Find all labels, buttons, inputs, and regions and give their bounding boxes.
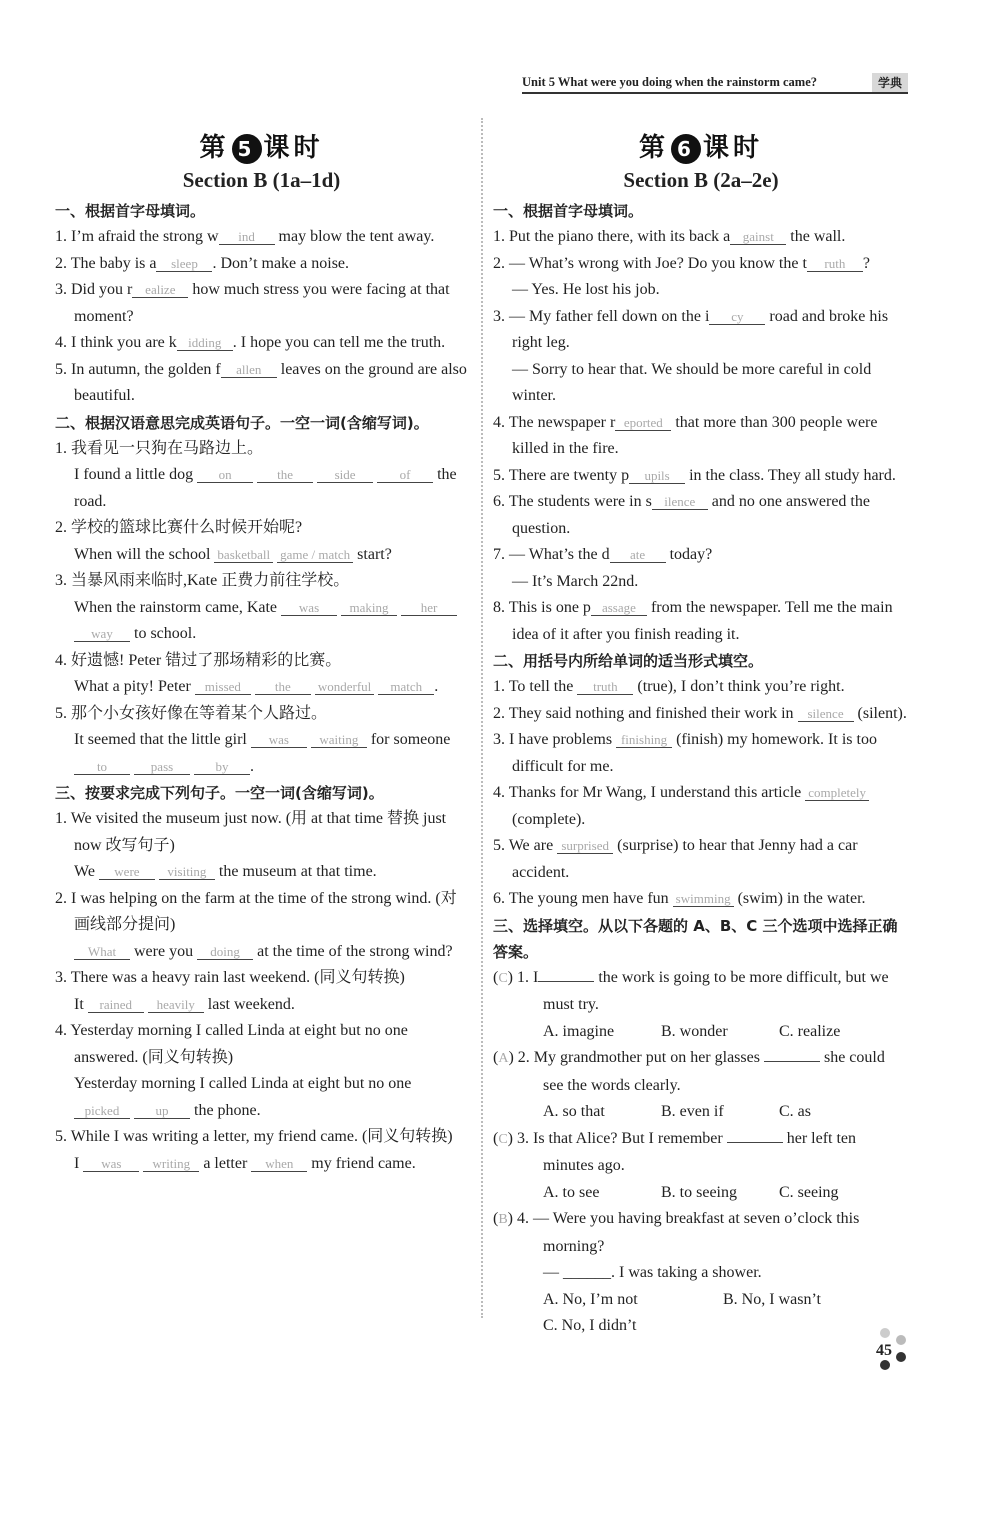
part-title: 二、用括号内所给单词的适当形式填空。 xyxy=(493,652,764,670)
answer-blank xyxy=(764,1061,820,1062)
answer-blank xyxy=(727,1142,783,1143)
question-prompt: 4. 好遗憾! Peter 错过了那场精彩的比赛。 xyxy=(55,651,342,669)
answer-blank: visiting xyxy=(159,864,215,880)
question-prompt: 3. 当暴风雨来临时,Kate 正费力前往学校。 xyxy=(55,572,350,589)
lesson-heading xyxy=(493,130,909,166)
mc-question: (C) 3. Is that Alice? But I remember her left ten minutes ago. xyxy=(493,1129,857,1174)
question-item: 6. The young men have fun swimming (swim) in the water. xyxy=(493,890,866,907)
question-item: 1. I’m afraid the strong w ind may blow the tent away. xyxy=(55,228,435,245)
mc-options: A. No, I’m not B. No, I wasn’t C. No, I didn’t xyxy=(543,1290,821,1334)
column-divider xyxy=(481,118,483,1318)
answer-blank: up xyxy=(134,1103,190,1119)
answer-blank: ealize xyxy=(132,282,188,298)
answer-blank: the xyxy=(255,679,311,695)
answer-line: When the rainstorm came, Kate was making her way to school. xyxy=(55,595,468,648)
question-prompt: 5. While I was writing a letter, my friend came. (同义句转换) xyxy=(55,1128,453,1145)
dialog-reply: — Sorry to hear that. We should be more careful in cold winter. xyxy=(512,360,872,404)
answer-blank: ruth xyxy=(807,256,863,272)
question-prompt: 2. I was helping on the farm at the time of the strong wind. (对画线部分提问) xyxy=(55,889,457,933)
hexagon-decoration-icon xyxy=(896,1352,906,1362)
part-title: 三、选择填空。从以下各题的 A、B、C 三个选项中选择正确答案。 xyxy=(493,916,898,961)
brand-logo: 学典 xyxy=(872,73,908,92)
answer-blank: basketball xyxy=(214,547,273,563)
question-item: 7. — What’s the d ate today? xyxy=(493,546,713,563)
answer-blank: on xyxy=(197,467,253,483)
question-item: 5. There are twenty p upils in the class. They all study hard. xyxy=(493,466,896,484)
question-item: 4. I think you are k idding . I hope you can tell me the truth. xyxy=(55,334,446,351)
question-item: 4. The newspaper r eported that more than 300 people were killed in the fire. xyxy=(493,413,878,457)
part-title: 二、根据汉语意思完成英语句子。一空一词(含缩写词)。 xyxy=(55,413,429,432)
answer-blank: heavily xyxy=(148,997,204,1013)
hexagon-decoration-icon xyxy=(880,1328,890,1338)
page-header xyxy=(522,72,908,94)
answer-line: I found a little dog on the side of the road. xyxy=(74,466,457,510)
question-item: 3. — My father fell down on the i cy road and broke his right leg. xyxy=(493,307,889,351)
answer-line: I was writing a letter when my friend came. xyxy=(74,1154,416,1172)
answer-blank: allen xyxy=(221,362,277,378)
question-item: 5. We are surprised (surprise) to hear that Jenny had a car accident. xyxy=(493,837,858,881)
mc-answer: B xyxy=(498,1212,508,1227)
question-item: 5. In autumn, the golden f allen leaves on the ground are also beautiful. xyxy=(55,360,467,404)
mc-question: (C) 1. I the work is going to be more difficult, but we must try. xyxy=(493,968,889,1013)
mc-options: A. to see B. to seeing C. seeing xyxy=(543,1183,839,1201)
answer-blank: match xyxy=(378,679,434,695)
question-item: 2. The baby is a sleep . Don’t make a noise. xyxy=(55,254,350,272)
question-item: 1. Put the piano there, with its back a gainst the wall. xyxy=(493,228,846,245)
mc-question: (B) 4. — Were you having breakfast at seven o’clock this morning? xyxy=(493,1210,860,1255)
question-item: 3. Did you r ealize how much stress you were facing at that moment? xyxy=(55,281,450,325)
mc-answer: A xyxy=(498,1051,509,1066)
unit-title: Unit 5 What were you doing when the rainstorm came? xyxy=(522,74,818,89)
answer-blank: way xyxy=(74,626,130,642)
answer-blank: missed xyxy=(195,679,251,695)
answer-blank: cy xyxy=(709,309,765,325)
answer-blank xyxy=(538,981,594,982)
answer-blank: wonderful xyxy=(315,679,374,695)
answer-blank: was xyxy=(281,600,337,616)
part-title: 一、根据首字母填词。 xyxy=(493,202,644,220)
answer-blank: when xyxy=(251,1156,307,1172)
section-title: Section B (1a–1d) xyxy=(182,168,341,192)
lesson-number: 6 xyxy=(671,134,701,164)
answer-blank: ate xyxy=(610,547,666,563)
part-title: 三、按要求完成下列句子。一空一词(含缩写词)。 xyxy=(55,784,384,802)
question-prompt: 3. There was a heavy rain last weekend. (同义句转换) xyxy=(55,969,405,986)
question-prompt: 1. We visited the museum just now. (用 at that time 替换 just now 改写句子) xyxy=(55,810,447,854)
answer-blank: pass xyxy=(134,759,190,775)
answer-blank: completely xyxy=(805,785,869,801)
answer-blank: game / match xyxy=(277,547,353,563)
answer-blank: of xyxy=(377,467,433,483)
question-prompt: 4. Yesterday morning I called Linda at eight but no one answered. (同义句转换) xyxy=(55,1022,408,1066)
answer-line: It rained heavily last weekend. xyxy=(74,995,295,1013)
answer-blank: rained xyxy=(88,997,144,1013)
mc-answer: C xyxy=(498,970,508,986)
answer-blank: was xyxy=(83,1156,139,1172)
mc-options: A. imagine B. wonder C. realize xyxy=(543,1022,841,1040)
mc-answer: C xyxy=(498,1131,508,1147)
mc-options: A. so that B. even if C. as xyxy=(543,1103,811,1120)
lesson-title: 第 5 课时 xyxy=(199,133,324,163)
answer-blank: gainst xyxy=(730,229,786,245)
dialog-reply: — It’s March 22nd. xyxy=(512,572,639,590)
answer-blank: finishing xyxy=(616,732,672,748)
question-prompt: 2. 学校的篮球比赛什么时候开始呢? xyxy=(55,519,303,536)
question-item: 1. To tell the truth (true), I don’t think you’re right. xyxy=(493,678,845,695)
answer-blank: the xyxy=(257,467,313,483)
answer-line: It seemed that the little girl was waiting for someone to pass by . xyxy=(74,731,451,775)
question-item: 3. I have problems finishing (finish) my homework. It is too difficult for me. xyxy=(493,731,877,775)
answer-blank: ind xyxy=(219,229,275,245)
right-column xyxy=(493,130,909,1340)
answer-blank: by xyxy=(194,759,250,775)
answer-blank: What xyxy=(74,944,130,960)
question-item: 2. They said nothing and finished their work in silence (silent). xyxy=(493,704,907,722)
answer-blank: writing xyxy=(143,1156,199,1172)
mc-question: (A) 2. My grandmother put on her glasses she could see the words clearly. xyxy=(493,1049,885,1094)
dialog-reply: — ______. I was taking a shower. xyxy=(543,1264,762,1281)
question-prompt: 5. 那个小女孩好像在等着某个人路过。 xyxy=(55,704,328,722)
question-item: 4. Thanks for Mr Wang, I understand this article completely (complete). xyxy=(493,780,909,833)
answer-blank: her xyxy=(401,600,457,616)
section-title: Section B (2a–2e) xyxy=(623,168,779,192)
answer-blank: doing xyxy=(197,944,253,960)
answer-blank: sleep xyxy=(156,256,212,272)
question-item: 8. This is one p assage from the newspaper. Tell me the main idea of it after you finish reading it. xyxy=(493,599,893,643)
page-number: 45 xyxy=(876,1342,892,1359)
answer-blank: eported xyxy=(615,415,671,431)
answer-line: What a pity! Peter missed the wonderful match . xyxy=(74,678,439,695)
left-column xyxy=(55,130,468,1177)
answer-blank: side xyxy=(317,467,373,483)
answer-blank: truth xyxy=(577,679,633,695)
answer-blank: was xyxy=(251,732,307,748)
question-item: 2. — What’s wrong with Joe? Do you know the t ruth ? xyxy=(493,254,870,272)
answer-blank: picked xyxy=(74,1103,130,1119)
answer-blank: silence xyxy=(798,706,854,722)
answer-line: What were you doing at the time of the strong wind? xyxy=(55,939,468,966)
hexagon-decoration-icon xyxy=(880,1360,890,1370)
answer-blank: idding xyxy=(177,335,233,351)
answer-line: We were visiting the museum at that time. xyxy=(74,863,377,880)
answer-blank: were xyxy=(99,864,155,880)
answer-blank: making xyxy=(341,600,397,616)
lesson-title: 第 6 课时 xyxy=(638,133,764,163)
lesson-number: 5 xyxy=(232,134,262,164)
question-item: 6. The students were in s ilence and no one answered the question. xyxy=(493,493,870,537)
question-prompt: 1. 我看见一只狗在马路边上。 xyxy=(55,439,264,457)
hexagon-decoration-icon xyxy=(896,1335,906,1345)
answer-blank: waiting xyxy=(311,732,367,748)
answer-blank: upils xyxy=(629,468,685,484)
answer-blank: swimming xyxy=(673,891,734,907)
dialog-reply: — Yes. He lost his job. xyxy=(512,281,660,298)
answer-blank: surprised xyxy=(557,838,613,854)
lesson-heading xyxy=(55,130,468,166)
answer-blank: to xyxy=(74,759,130,775)
answer-line: When will the school basketball game / match start? xyxy=(74,545,392,563)
part-title: 一、根据首字母填词。 xyxy=(55,202,206,220)
answer-blank: ilence xyxy=(652,494,708,510)
answer-line: Yesterday morning I called Linda at eight but no one picked up the phone. xyxy=(74,1075,412,1119)
answer-blank: assage xyxy=(591,600,647,616)
